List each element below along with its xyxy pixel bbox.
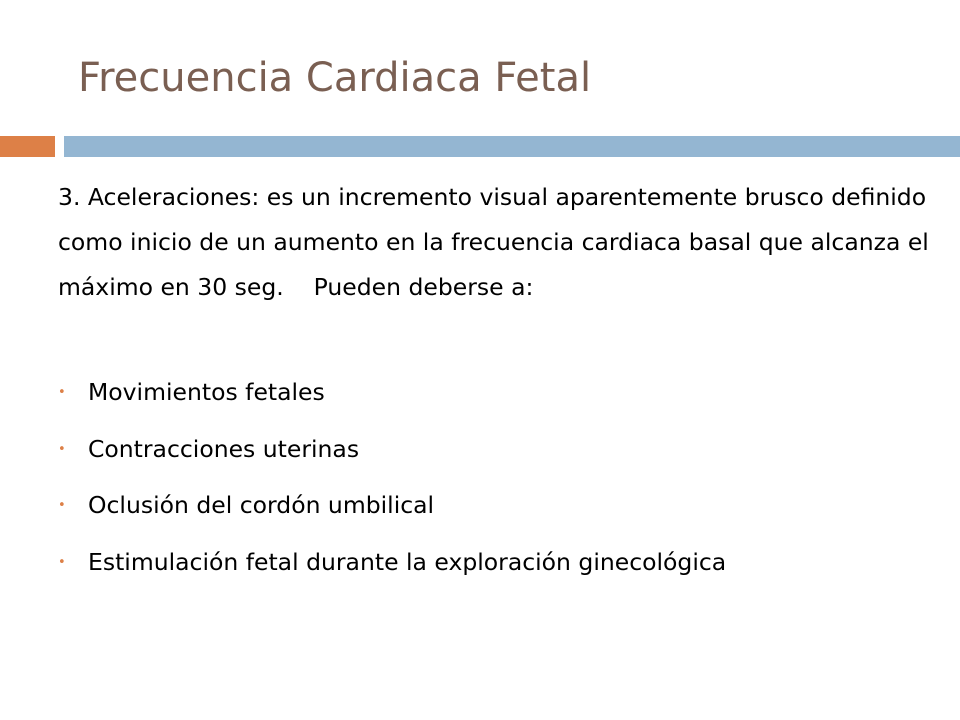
body-paragraph: 3. Aceleraciones: es un incremento visual aparentemente brusco definido como inicio de un aumento en la frecuencia cardiaca basal que alcanza el máximo en 30 seg. Pueden deberse a: <box>58 183 937 301</box>
bullet-item <box>58 370 938 427</box>
bullet-dot-icon: • <box>58 441 66 457</box>
slide-title: Frecuencia Cardiaca Fetal <box>78 55 592 101</box>
bullet-dot-icon: • <box>58 554 66 570</box>
bullet-list <box>58 370 938 596</box>
bullet-dot-icon: • <box>58 498 66 513</box>
bullet-dot-icon: • <box>58 385 66 400</box>
bullet-text: Estimulación fetal durante la exploración ginecológica <box>88 547 727 576</box>
bullet-item <box>58 540 938 597</box>
bullet-text: Movimientos fetales <box>88 378 325 406</box>
bullet-item <box>58 427 938 484</box>
bullet-text: Oclusión del cordón umbilical <box>88 491 435 519</box>
bullet-text: Contracciones uterinas <box>88 434 360 463</box>
title-underline-bar <box>64 136 960 157</box>
bullet-item <box>58 483 938 540</box>
title-accent-bar <box>0 136 55 157</box>
